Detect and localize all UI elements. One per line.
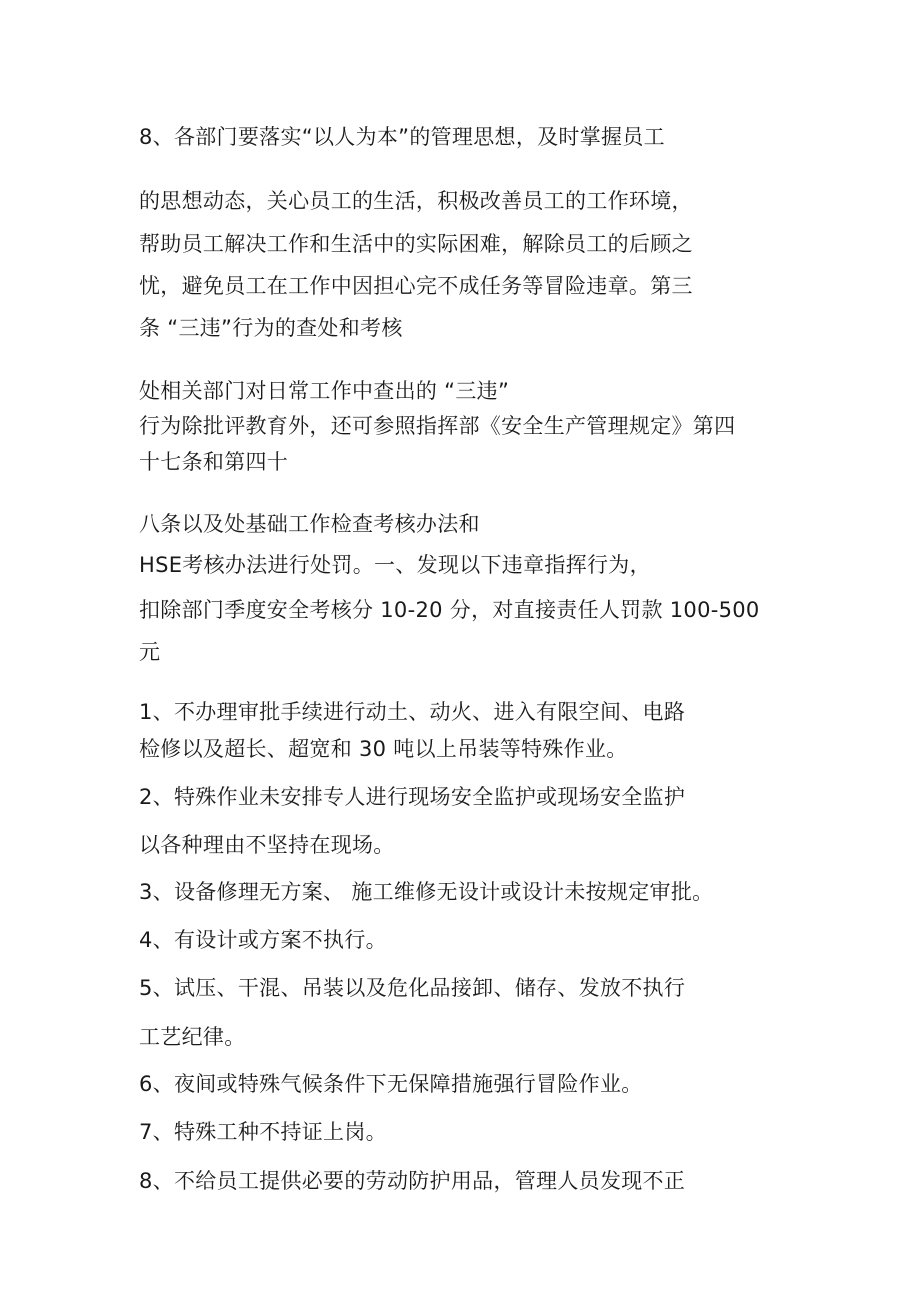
paragraph-line: 行为除批评教育外，还可参照指挥部《安全生产管理规定》第四 (139, 414, 736, 438)
list-item-line: 工艺纪律。 (139, 1025, 246, 1049)
paragraph-line: 忧，避免员工在工作中因担心完不成任务等冒险违章。第三 (139, 274, 693, 298)
paragraph-line: 帮助员工解决工作和生活中的实际困难，解除员工的后顾之 (139, 232, 693, 256)
list-item-line: 4、有设计或方案不执行。 (139, 928, 387, 952)
list-item-line: 检修以及超长、超宽和 30 吨以上吊装等特殊作业。 (139, 737, 628, 761)
list-item-line: 以各种理由不坚持在现场。 (139, 833, 395, 857)
paragraph-line: 8、各部门要落实“以人为本”的管理思想，及时掌握员工 (139, 125, 665, 149)
list-item-line: 6、夜间或特殊气候条件下无保障措施强行冒险作业。 (139, 1072, 643, 1096)
paragraph-line: 扣除部门季度安全考核分 10-20 分，对直接责任人罚款 100-500 (139, 598, 760, 622)
list-item-line: 5、试压、干混、吊装以及危化品接卸、储存、发放不执行 (139, 976, 686, 1000)
list-item-line: 8、不给员工提供必要的劳动防护用品，管理人员发现不正 (139, 1169, 686, 1193)
paragraph-line: HSE考核办法进行处罚。一、发现以下违章指挥行为， (139, 553, 651, 577)
paragraph-line: 处相关部门对日常工作中查出的 “三违” (139, 379, 510, 403)
paragraph-line: 十七条和第四十 (139, 450, 289, 474)
paragraph-line: 元 (139, 640, 161, 664)
paragraph-line: 的思想动态，关心员工的生活，积极改善员工的工作环境， (139, 189, 693, 213)
paragraph-line: 八条以及处基础工作检查考核办法和 (139, 512, 480, 536)
list-item-line: 3、设备修理无方案、 施工维修无设计或设计未按规定审批。 (139, 880, 714, 904)
list-item-line: 7、特殊工种不持证上岗。 (139, 1120, 387, 1144)
paragraph-line: 条 “三违”行为的查处和考核 (139, 316, 403, 340)
list-item-line: 1、不办理审批手续进行动土、动火、进入有限空间、电路 (139, 700, 686, 724)
list-item-line: 2、特殊作业未安排专人进行现场安全监护或现场安全监护 (139, 785, 686, 809)
